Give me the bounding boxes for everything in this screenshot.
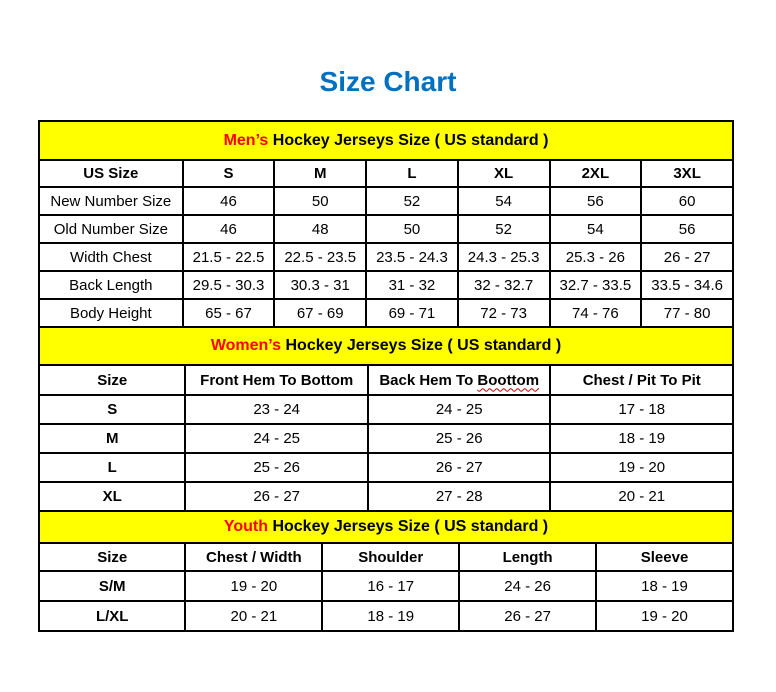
column-header: Chest / Pit To Pit [550, 365, 733, 395]
size-value-cell: 16 - 17 [322, 571, 459, 601]
size-value-cell: 69 - 71 [366, 299, 458, 327]
size-value-cell: 25 - 26 [185, 453, 368, 482]
table-row [39, 601, 733, 631]
row-label: M [39, 424, 185, 453]
row-label: Width Chest [39, 243, 183, 271]
size-value-cell: 25 - 26 [368, 424, 551, 453]
size-value-cell: 19 - 20 [550, 453, 733, 482]
size-value-cell: 52 [458, 215, 550, 243]
page-title: Size Chart [319, 66, 457, 97]
size-value-cell: 24 - 26 [459, 571, 596, 601]
size-value-cell: 18 - 19 [322, 601, 459, 631]
row-label: New Number Size [39, 187, 183, 215]
table-row [39, 424, 733, 453]
size-value-cell: 26 - 27 [459, 601, 596, 631]
table-row [39, 453, 733, 482]
column-header: US Size [39, 160, 183, 187]
size-value-cell: 48 [274, 215, 366, 243]
size-value-cell: 54 [550, 215, 642, 243]
column-header [368, 365, 551, 395]
size-value-cell: 26 - 27 [368, 453, 551, 482]
size-value-cell: 23 - 24 [185, 395, 368, 424]
row-label: S/M [39, 571, 185, 601]
section-title-text: Hockey Jerseys Size ( US standard ) [268, 518, 549, 535]
misspelled-word: Boottom [477, 371, 540, 389]
size-value-cell: 33.5 - 34.6 [641, 271, 733, 299]
womens-size-table [38, 326, 734, 512]
size-value-cell: 46 [183, 215, 275, 243]
size-value-cell: 24 - 25 [368, 395, 551, 424]
size-value-cell: 67 - 69 [274, 299, 366, 327]
section-title-highlight: Youth [223, 518, 268, 535]
youth-size-table [38, 510, 734, 632]
table-row [39, 187, 733, 215]
size-value-cell: 56 [550, 187, 642, 215]
size-value-cell: 32 - 32.7 [458, 271, 550, 299]
column-header: L [366, 160, 458, 187]
column-header: Size [39, 543, 185, 571]
size-value-cell: 24.3 - 25.3 [458, 243, 550, 271]
column-header: Size [39, 365, 185, 395]
size-value-cell: 23.5 - 24.3 [366, 243, 458, 271]
section-title-text: Hockey Jerseys Size ( US standard ) [281, 337, 562, 354]
section-title-text: Hockey Jerseys Size ( US standard ) [268, 131, 549, 149]
size-value-cell: 74 - 76 [550, 299, 642, 327]
size-value-cell: 30.3 - 31 [274, 271, 366, 299]
column-header: S [183, 160, 275, 187]
column-header: 3XL [641, 160, 733, 187]
mens-size-table [38, 120, 734, 328]
size-value-cell: 19 - 20 [596, 601, 733, 631]
youth-section-title [39, 511, 733, 543]
size-value-cell: 17 - 18 [550, 395, 733, 424]
size-value-cell: 50 [274, 187, 366, 215]
table-row [39, 571, 733, 601]
size-value-cell: 32.7 - 33.5 [550, 271, 642, 299]
size-value-cell: 18 - 19 [596, 571, 733, 601]
row-label: Old Number Size [39, 215, 183, 243]
table-row [39, 299, 733, 327]
womens-section-header-row [39, 327, 733, 365]
column-header: 2XL [550, 160, 642, 187]
youth-column-header-row [39, 543, 733, 571]
row-label: L [39, 453, 185, 482]
column-header: Sleeve [596, 543, 733, 571]
size-value-cell: 27 - 28 [368, 482, 551, 511]
table-row [39, 243, 733, 271]
row-label: L/XL [39, 601, 185, 631]
size-value-cell: 25.3 - 26 [550, 243, 642, 271]
size-value-cell: 20 - 21 [185, 601, 322, 631]
column-header: Front Hem To Bottom [185, 365, 368, 395]
table-row [39, 482, 733, 511]
size-value-cell: 46 [183, 187, 275, 215]
size-value-cell: 26 - 27 [641, 243, 733, 271]
mens-column-header-row [39, 160, 733, 187]
size-value-cell: 50 [366, 215, 458, 243]
table-row [39, 395, 733, 424]
column-header: XL [458, 160, 550, 187]
size-value-cell: 65 - 67 [183, 299, 275, 327]
size-tables-container [38, 120, 734, 632]
table-row [39, 215, 733, 243]
size-value-cell: 20 - 21 [550, 482, 733, 511]
youth-section-header-row [39, 511, 733, 543]
size-value-cell: 54 [458, 187, 550, 215]
womens-column-header-row [39, 365, 733, 395]
womens-section-title [39, 327, 733, 365]
size-value-cell: 52 [366, 187, 458, 215]
table-row [39, 271, 733, 299]
size-value-cell: 56 [641, 215, 733, 243]
mens-section-header-row [39, 121, 733, 160]
column-header: M [274, 160, 366, 187]
section-title-highlight: Men’s [223, 131, 269, 149]
size-value-cell: 26 - 27 [185, 482, 368, 511]
column-header-text: Back Hem To [379, 371, 478, 389]
size-value-cell: 21.5 - 22.5 [183, 243, 275, 271]
size-value-cell: 18 - 19 [550, 424, 733, 453]
size-value-cell: 24 - 25 [185, 424, 368, 453]
size-value-cell: 22.5 - 23.5 [274, 243, 366, 271]
column-header: Shoulder [322, 543, 459, 571]
section-title-highlight: Women’s [210, 337, 282, 354]
row-label: S [39, 395, 185, 424]
size-value-cell: 77 - 80 [641, 299, 733, 327]
row-label: Back Length [39, 271, 183, 299]
size-value-cell: 60 [641, 187, 733, 215]
column-header: Chest / Width [185, 543, 322, 571]
size-value-cell: 19 - 20 [185, 571, 322, 601]
size-value-cell: 29.5 - 30.3 [183, 271, 275, 299]
row-label: Body Height [39, 299, 183, 327]
size-value-cell: 31 - 32 [366, 271, 458, 299]
column-header: Length [459, 543, 596, 571]
row-label: XL [39, 482, 185, 511]
mens-section-title [39, 121, 733, 160]
size-value-cell: 72 - 73 [458, 299, 550, 327]
